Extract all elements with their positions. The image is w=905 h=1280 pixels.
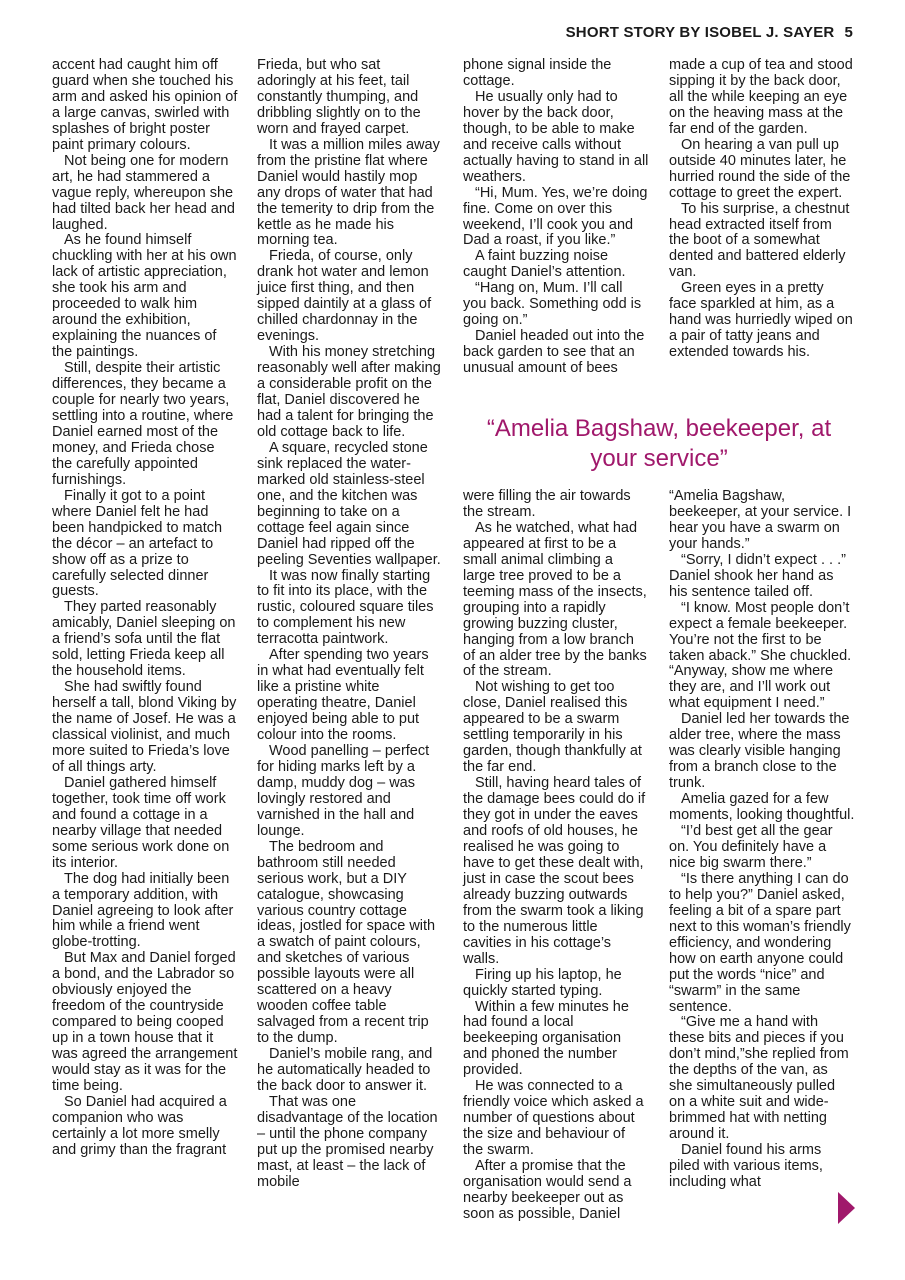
- paragraph: After spending two years in what had eventually felt like a pristine white operating theatre, Daniel enjoyed being able to put colour into the rooms.: [257, 647, 429, 744]
- paragraph: A square, recycled stone sink replaced the water-marked old stainless-steel one, and the kitchen was beginning to take on a cottage feel again since Daniel had ripped off the peeling Seventies wallpaper.: [257, 439, 441, 568]
- paragraph: “Hi, Mum. Yes, we’re doing fine. Come on over this weekend, I’ll cook you and Dad a roast, if you like.”: [463, 184, 648, 249]
- story-byline: SHORT STORY BY ISOBEL J. SAYER: [565, 24, 835, 41]
- paragraph: were filling the air towards the stream.: [463, 488, 631, 520]
- paragraph: That was one disadvantage of the location – until the phone company put up the promised nearby mast, at least – the lack of mobile: [257, 1093, 438, 1190]
- paragraph: Daniel headed out into the back garden to see that an unusual amount of bees: [463, 328, 645, 377]
- paragraph: Within a few minutes he had found a local beekeeping organisation and phoned the number provided.: [463, 998, 629, 1079]
- paragraph: Daniel’s mobile rang, and he automatically headed to the back door to answer it.: [257, 1046, 433, 1094]
- paragraph: Still, having heard tales of the damage bees could do if they got in under the eaves and roofs of old houses, he realised he was going to have to get these dealt with, just in case the scout bees already buzzing outwards from the swarm took a liking to the numerous little cavities in his cottage’s walls.: [463, 775, 646, 967]
- paragraph: To his surprise, a chestnut head extracted itself from the boot of a somewhat dented and battered elderly van.: [669, 200, 850, 281]
- paragraph: “Amelia Bagshaw, beekeeper, at your service. I hear you have a swarm on your hands.”: [669, 488, 852, 552]
- text-column-4-top: [669, 58, 855, 361]
- text-column-2: [257, 58, 443, 1191]
- text-column-1: [52, 58, 238, 1159]
- paragraph: Frieda, but who sat adoringly at his feet, tail constantly thumping, and dribbling slightly on to the worn and frayed carpet.: [257, 57, 421, 137]
- paragraph: So Daniel had acquired a companion who was certainly a lot more smelly and grimy than the fragrant: [52, 1093, 227, 1158]
- paragraph: But Max and Daniel forged a bond, and the Labrador so obviously enjoyed the freedom of the countryside compared to being cooped up in a town house that it was agreed the arrangement would stay as it was for the time being.: [52, 950, 238, 1094]
- page-number: 5: [844, 24, 853, 41]
- paragraph: Green eyes in a pretty face sparkled at him, as a hand was hurriedly wiped on a pair of tatty jeans and extended towards his.: [669, 280, 853, 361]
- paragraph: Firing up his laptop, he quickly started typing.: [463, 966, 622, 999]
- paragraph: Still, despite their artistic differences, they became a couple for nearly two years, settling into a routine, where Daniel earned most of the money, and Frieda chose the carefully appointed furnishings.: [52, 360, 234, 488]
- paragraph: Frieda, of course, only drank hot water and lemon juice first thing, and then sipped daintily at a glass of chilled chardonnay in the evenings.: [257, 248, 432, 345]
- paragraph: “I’d best get all the gear on. You definitely have a nice big swarm there.”: [669, 823, 833, 871]
- paragraph: As he found himself chuckling with her at his own lack of artistic appreciation, she took his arm and proceeded to walk him around the exhibition, explaining the nuances of the paintings.: [52, 232, 237, 361]
- paragraph: “Give me a hand with these bits and pieces if you don’t mind,”she replied from the depths of the van, as she simultaneously pulled on a white suit and wide-brimmed hat with netting around it.: [669, 1014, 849, 1143]
- paragraph: He was connected to a friendly voice which asked a number of questions about the size and behaviour of the swarm.: [463, 1078, 644, 1159]
- continue-arrow-icon: [838, 1192, 855, 1224]
- pull-quote: “Amelia Bagshaw, beekeeper, at your service”: [486, 415, 832, 472]
- paragraph: The dog had initially been a temporary addition, with Daniel agreeing to look after him while a friend went globe-trotting.: [52, 870, 234, 951]
- paragraph: accent had caught him off guard when she touched his arm and asked his opinion of a large canvas, swirled with splashes of bright poster paint primary colours.: [52, 57, 238, 153]
- paragraph: “Hang on, Mum. I’ll call you back. Something odd is going on.”: [463, 280, 642, 329]
- paragraph: made a cup of tea and stood sipping it by the back door, all the while keeping an eye on the heaving mass at the far end of the garden.: [669, 57, 853, 137]
- paragraph: Not being one for modern art, he had stammered a vague reply, whereupon she had tilted back her head and laughed.: [52, 152, 235, 233]
- paragraph: Not wishing to get too close, Daniel realised this appeared to be a swarm settling temporarily in his garden, though thankfully at the far end.: [463, 679, 642, 776]
- paragraph: It was a million miles away from the pristine flat where Daniel would hastily mop any drops of water that had the temerity to drip from the kettle as he made his morning tea.: [257, 136, 440, 249]
- paragraph: Finally it got to a point where Daniel felt he had been handpicked to match the décor – an artefact to show off as a prize to carefully selected dinner guests.: [52, 487, 223, 600]
- paragraph: “Is there anything I can do to help you?” Daniel asked, feeling a bit of a spare part next to this woman’s friendly efficiency, and wondering how on earth anyone could put the words “nice” and “swarm” in the same sentence.: [669, 870, 851, 1015]
- paragraph: “I know. Most people don’t expect a female beekeeper. You’re not the first to be taken aback.” She chuckled. “Anyway, show me where they are, and I’ll work out what equipment I need.”: [669, 599, 852, 712]
- paragraph: Amelia gazed for a few moments, looking thoughtful.: [669, 791, 855, 824]
- text-column-4-bottom: [669, 489, 855, 1191]
- paragraph: After a promise that the organisation would send a nearby beekeeper out as soon as possible, Daniel: [463, 1158, 632, 1222]
- paragraph: He usually only had to hover by the back door, though, to be able to make and receive calls without actually having to stand in all weathers.: [463, 88, 649, 185]
- paragraph: Daniel gathered himself together, took time off work and found a cottage in a nearby village that needed some serious work done on its interior.: [52, 774, 230, 871]
- paragraph: With his money stretching reasonably well after making a considerable profit on the flat, Daniel discovered he had a talent for bringing the old cottage back to life.: [257, 344, 441, 440]
- paragraph: She had swiftly found herself a tall, blond Viking by the name of Josef. He was a classical violinist, and much more suited to Frieda’s love of all things arty.: [52, 679, 237, 775]
- page-header: [566, 24, 853, 41]
- paragraph: As he watched, what had appeared at first to be a small animal climbing a large tree proved to be a teeming mass of the insects, grouping into a rapidly growing buzzing cluster, hanging from a low branch of an alder tree by the banks of the stream.: [463, 519, 647, 680]
- paragraph: “Sorry, I didn’t expect . . .” Daniel shook her hand as his sentence tailed off.: [669, 551, 846, 600]
- paragraph: Daniel found his arms piled with various items, including what: [669, 1142, 823, 1190]
- paragraph: phone signal inside the cottage.: [463, 57, 612, 89]
- text-column-3-bottom: [463, 489, 649, 1223]
- paragraph: On hearing a van pull up outside 40 minutes later, he hurried round the side of the cottage to greet the expert.: [669, 136, 851, 201]
- paragraph: It was now finally starting to fit into its place, with the rustic, coloured square tiles to complement his new terracotta paintwork.: [257, 567, 434, 648]
- paragraph: The bedroom and bathroom still needed serious work, but a DIY catalogue, showcasing various country cottage ideas, jostled for space with a swatch of paint colours, and sketches of various possible layouts were all scattered on a heavy wooden coffee table salvaged from a recent trip to the dump.: [257, 838, 436, 1047]
- paragraph: A faint buzzing noise caught Daniel’s attention.: [463, 248, 626, 281]
- paragraph: They parted reasonably amicably, Daniel sleeping on a friend’s sofa until the flat sold, letting Frieda keep all the household items.: [52, 599, 236, 680]
- paragraph: Wood panelling – perfect for hiding marks left by a damp, muddy dog – was lovingly restored and varnished in the hall and lounge.: [257, 742, 430, 839]
- text-column-3-top: [463, 58, 649, 377]
- paragraph: Daniel led her towards the alder tree, where the mass was clearly visible hanging from a branch close to the trunk.: [669, 711, 850, 792]
